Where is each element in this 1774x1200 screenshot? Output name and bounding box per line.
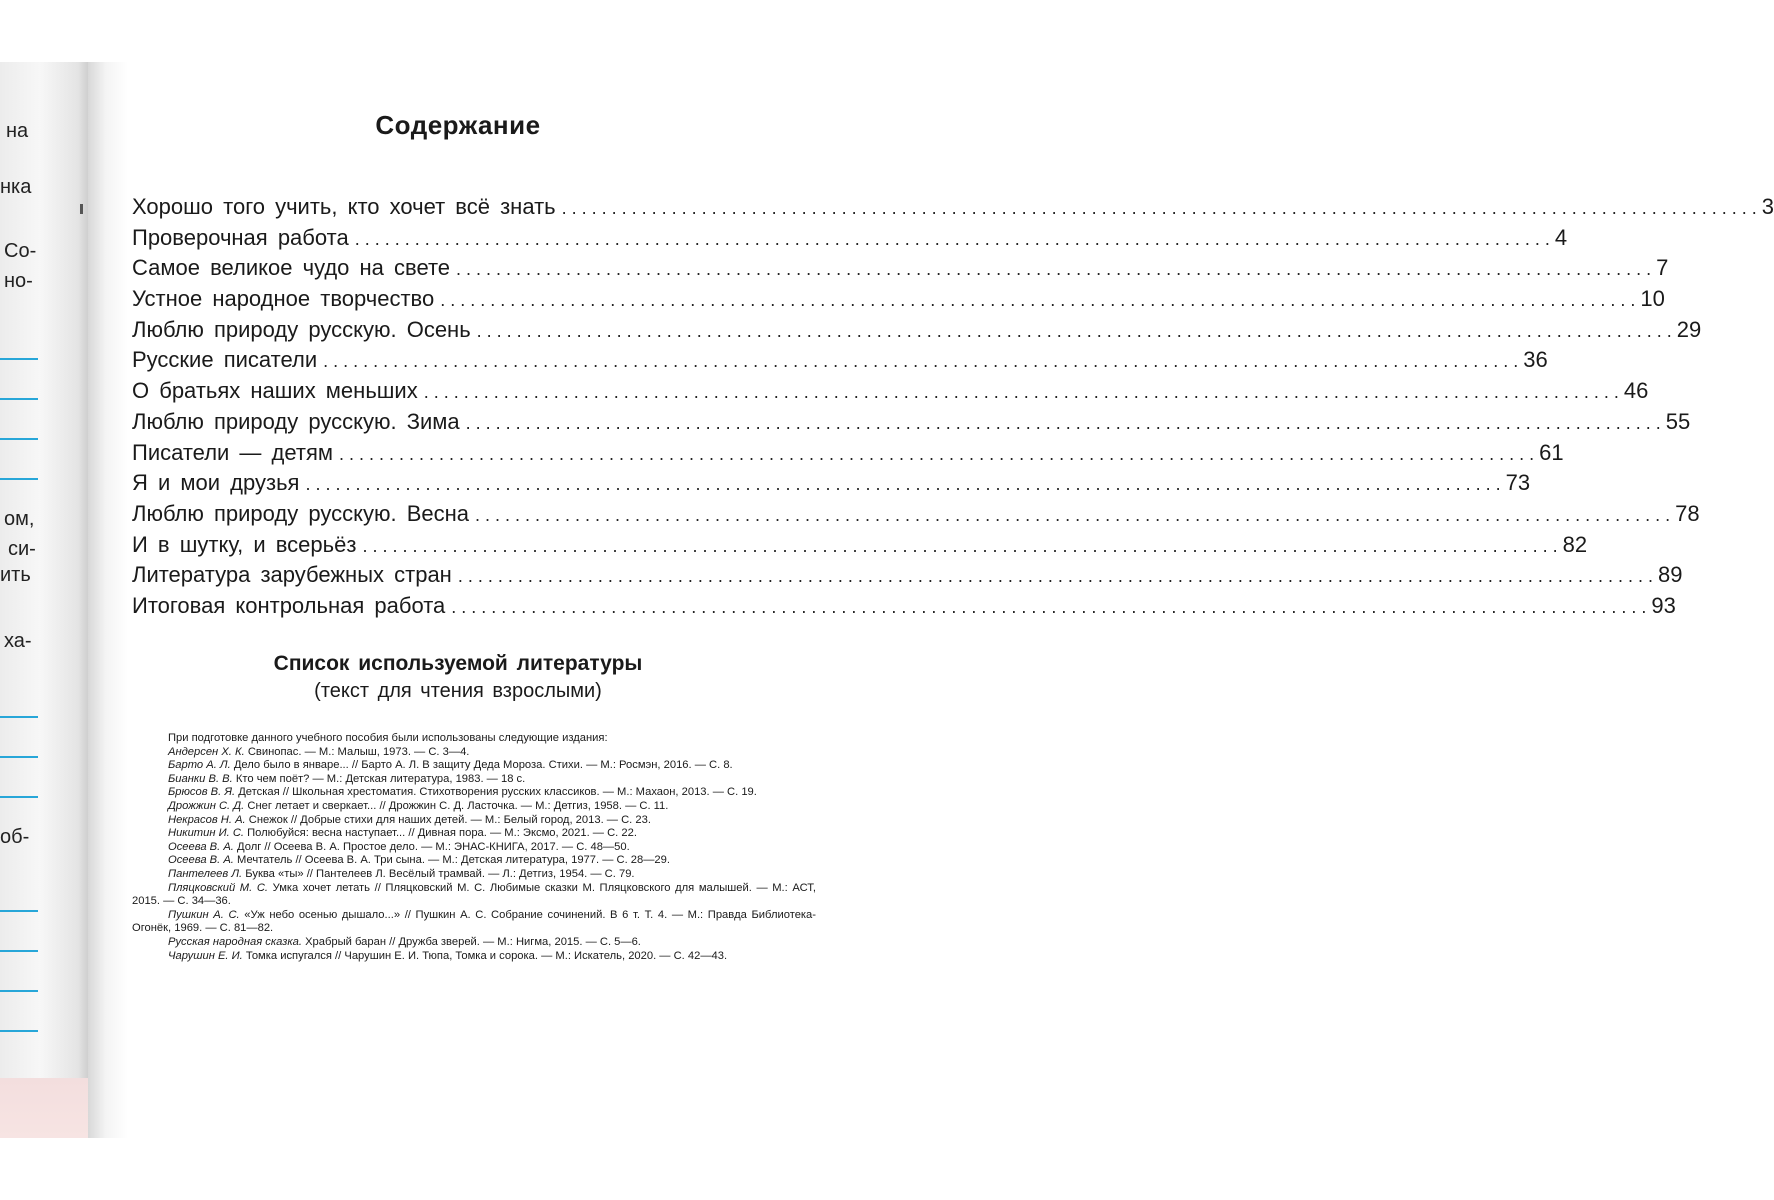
- entry-author: Чарушин Е. И.: [168, 949, 243, 962]
- left-page-rule: [0, 1030, 38, 1032]
- left-page-rule: [0, 796, 38, 798]
- toc-item-title: Люблю природу русскую. Зима: [132, 408, 460, 434]
- right-page: [88, 62, 1774, 1138]
- pink-ornament: [0, 1078, 88, 1138]
- left-page-rule: [0, 438, 38, 440]
- toc-item-title: Устное народное творчество: [132, 286, 435, 312]
- left-page-rule: [0, 990, 38, 992]
- toc-item-title: О братьях наших меньших: [132, 378, 418, 404]
- entry-text: «Уж небо осенью дышало...» // Пушкин А. С. Собрание сочинений. В 6 т. Т. 4. — М.: Правда Библиотека-Огонёк, 1969. — С. 81—82.: [132, 908, 817, 935]
- toc-item[interactable]: [132, 223, 1568, 254]
- entry-author: Осеева В. А.: [168, 854, 234, 867]
- literature-subtitle: (текст для чтения взрослыми): [314, 680, 602, 702]
- literature-title: Список используемой литературы: [273, 652, 643, 675]
- toc-item-page: 61: [1539, 439, 1564, 465]
- bibliography-entry: [132, 950, 816, 964]
- toc-leader-dots: ........................................................................................................................: [305, 474, 1506, 495]
- toc-leader-dots: ........................................................................................................................: [440, 290, 1641, 311]
- bibliography: [132, 732, 816, 963]
- left-page-rule: [0, 910, 38, 912]
- toc-leader-dots: ........................................................................................................................: [476, 320, 1677, 341]
- left-page-fragment: на: [6, 120, 29, 142]
- toc-leader-dots: ........................................................................................................................: [465, 412, 1666, 433]
- bibliography-entry: [132, 814, 816, 828]
- toc-item-title: И в шутку, и всерьёз: [132, 531, 357, 557]
- page-bottom-margin: [0, 1138, 900, 1200]
- entry-text: Долг // Осеева В. А. Простое дело. — М.: ЭНАС-КНИГА, 2017. — С. 48—50.: [237, 840, 630, 853]
- toc-item[interactable]: [132, 530, 1588, 561]
- left-page-fragment: ом,: [4, 508, 35, 530]
- entry-text: Мечтатель // Осеева В. А. Три сына. — М.: Детская литература, 1977. — С. 28—29.: [237, 854, 670, 867]
- toc-item-title: Хорошо того учить, кто хочет всё знать: [132, 194, 556, 219]
- toc-item-page: 7: [1656, 255, 1669, 281]
- toc-leader-dots: ........................................................................................................................: [362, 535, 1563, 556]
- toc-item-page: 29: [1676, 316, 1702, 342]
- toc-item[interactable]: [132, 438, 1564, 469]
- left-page-rule: [0, 358, 38, 360]
- toc-item-title: Люблю природу русскую. Осень: [132, 316, 471, 342]
- left-page-fragment: ить: [0, 564, 31, 586]
- toc-item[interactable]: [132, 407, 1691, 438]
- toc-title: Содержание: [375, 110, 541, 140]
- entry-author: Пантелеев Л.: [168, 867, 243, 880]
- toc-item-title: Люблю природу русскую. Весна: [132, 500, 470, 526]
- bibliography-entry: [132, 800, 816, 814]
- entry-text: Кто чем поёт? — М.: Детская литература, 1983. — 18 с.: [235, 772, 526, 785]
- toc-leader-dots: ........................................................................................................................: [354, 228, 1555, 249]
- toc-leader-dots: ........................................................................................................................: [451, 596, 1652, 617]
- toc-item-page: 93: [1651, 592, 1676, 618]
- page-mark: [80, 204, 83, 214]
- toc-leader-dots: ........................................................................................................................: [423, 382, 1624, 403]
- toc-item-page: 89: [1657, 562, 1683, 588]
- toc-item-page: 46: [1623, 378, 1649, 404]
- toc-leader-dots: ........................................................................................................................: [475, 504, 1676, 525]
- entry-text: Снежок // Добрые стихи для наших детей. — М.: Белый город, 2013. — С. 23.: [248, 813, 651, 826]
- left-page-fragment: но-: [4, 270, 33, 292]
- entry-text: Храбрый баран // Дружба зверей. — М.: Нигма, 2015. — С. 5—6.: [305, 935, 641, 948]
- bibliography-entry: [132, 936, 816, 950]
- bibliography-entry: [132, 868, 816, 882]
- toc-item-title: Я и мои друзья: [132, 470, 300, 496]
- toc-item-title: Литература зарубежных стран: [132, 562, 452, 588]
- left-page-rule: [0, 716, 38, 718]
- entry-author: Барто А. Л.: [168, 759, 231, 772]
- entry-author: Пушкин А. С.: [168, 908, 240, 921]
- book-spread: [0, 62, 1774, 1138]
- bibliography-entry: [132, 841, 816, 855]
- left-page-edge: [0, 62, 88, 1138]
- left-page-rule: [0, 950, 38, 952]
- toc-item-title: Проверочная работа: [132, 224, 349, 250]
- toc-item[interactable]: [132, 253, 1669, 284]
- entry-author: Брюсов В. Я.: [168, 786, 236, 799]
- left-page-fragment: Со-: [4, 240, 37, 262]
- left-page-fragment: си-: [8, 538, 36, 560]
- bibliography-entry: [132, 786, 816, 800]
- bibliography-entry: [132, 759, 816, 773]
- toc-item-page: 55: [1665, 408, 1691, 434]
- entry-author: Некрасов Н. А.: [168, 813, 246, 826]
- entry-text: Свинопас. — М.: Малыш, 1973. — С. 3—4.: [247, 745, 470, 758]
- entry-text: Полюбуйся: весна наступает... // Дивная пора. — М.: Эксмо, 2021. — С. 22.: [247, 827, 637, 840]
- toc-item-page: 10: [1640, 286, 1665, 312]
- entry-author: Осеева В. А.: [168, 840, 234, 853]
- toc-item-page: 78: [1675, 500, 1700, 526]
- entry-text: Буква «ты» // Пантелеев Л. Весёлый трамвай. — Л.: Детгиз, 1954. — С. 79.: [245, 867, 635, 880]
- entry-author: Бианки В. В.: [168, 772, 233, 785]
- bibliography-entry: [132, 882, 816, 909]
- toc-item[interactable]: [132, 315, 1702, 346]
- toc-item[interactable]: [132, 468, 1531, 499]
- entry-text: Снег летает и сверкает... // Дрожжин С. Д. Ласточка. — М.: Детгиз, 1958. — С. 11.: [247, 799, 669, 812]
- toc-leader-dots: ........................................................................................................................: [457, 566, 1658, 587]
- table-of-contents: [132, 192, 1774, 622]
- left-page-rule: [0, 756, 38, 758]
- entry-author: Русская народная сказка.: [168, 935, 302, 948]
- left-page-fragment: ха-: [4, 630, 32, 652]
- toc-item-page: 82: [1562, 531, 1588, 557]
- bibliography-entry: [132, 909, 816, 936]
- toc-leader-dots: ........................................................................................................................: [561, 198, 1762, 218]
- toc-item[interactable]: [132, 376, 1649, 407]
- bibliography-intro: При подготовке данного учебного пособия были использованы следующие издания:: [168, 732, 608, 744]
- entry-author: Андерсен Х. К.: [168, 745, 245, 758]
- bibliography-entry: [132, 854, 816, 868]
- bibliography-entry: [132, 746, 816, 760]
- entry-author: Никитин И. С.: [168, 827, 245, 840]
- toc-item-title: Самое великое чудо на свете: [132, 255, 451, 281]
- bibliography-entry: [132, 827, 816, 841]
- toc-leader-dots: ........................................................................................................................: [339, 443, 1540, 464]
- entry-text: Томка испугался // Чарушин Е. И. Тюпа, Томка и сорока. — М.: Искатель, 2020. — С. 42—43.: [245, 949, 728, 962]
- left-page-rule: [0, 398, 38, 400]
- entry-text: Дело было в январе... // Барто А. Л. В защиту Деда Мороза. Стихи. — М.: Росмэн, 2016. — С. 8.: [233, 759, 733, 772]
- toc-leader-dots: ........................................................................................................................: [456, 259, 1657, 280]
- toc-item[interactable]: [132, 345, 1548, 376]
- left-page-fragment: об-: [0, 826, 30, 848]
- toc-item-page: 73: [1505, 470, 1531, 496]
- toc-leader-dots: ........................................................................................................................: [323, 351, 1524, 372]
- toc-item-page: 4: [1554, 224, 1568, 250]
- toc-item[interactable]: [132, 560, 1683, 591]
- entry-text: Умка хочет летать // Пляцковский М. С. Любимые сказки М. Пляцковского для малышей. — М.: АСТ, 2015. — С. 34—36.: [132, 881, 816, 908]
- entry-author: Дрожжин С. Д.: [168, 799, 245, 812]
- toc-item[interactable]: [132, 284, 1665, 315]
- toc-item[interactable]: [132, 499, 1700, 530]
- toc-item-page: 3: [1761, 194, 1774, 219]
- left-page-fragment: нка: [0, 176, 32, 198]
- toc-item-title: Итоговая контрольная работа: [132, 592, 446, 618]
- toc-item-page: 36: [1523, 347, 1548, 373]
- left-page-rule: [0, 478, 38, 480]
- toc-item[interactable]: [132, 192, 1774, 223]
- bibliography-entry: [132, 773, 816, 787]
- toc-item-title: Русские писатели: [132, 347, 318, 373]
- entry-text: Детская // Школьная хрестоматия. Стихотворения русских классиков. — М.: Махаон, 2013. — С. 19.: [238, 786, 757, 799]
- entry-author: Пляцковский М. С.: [168, 881, 269, 894]
- toc-item[interactable]: [132, 591, 1676, 622]
- toc-item-title: Писатели — детям: [132, 439, 333, 465]
